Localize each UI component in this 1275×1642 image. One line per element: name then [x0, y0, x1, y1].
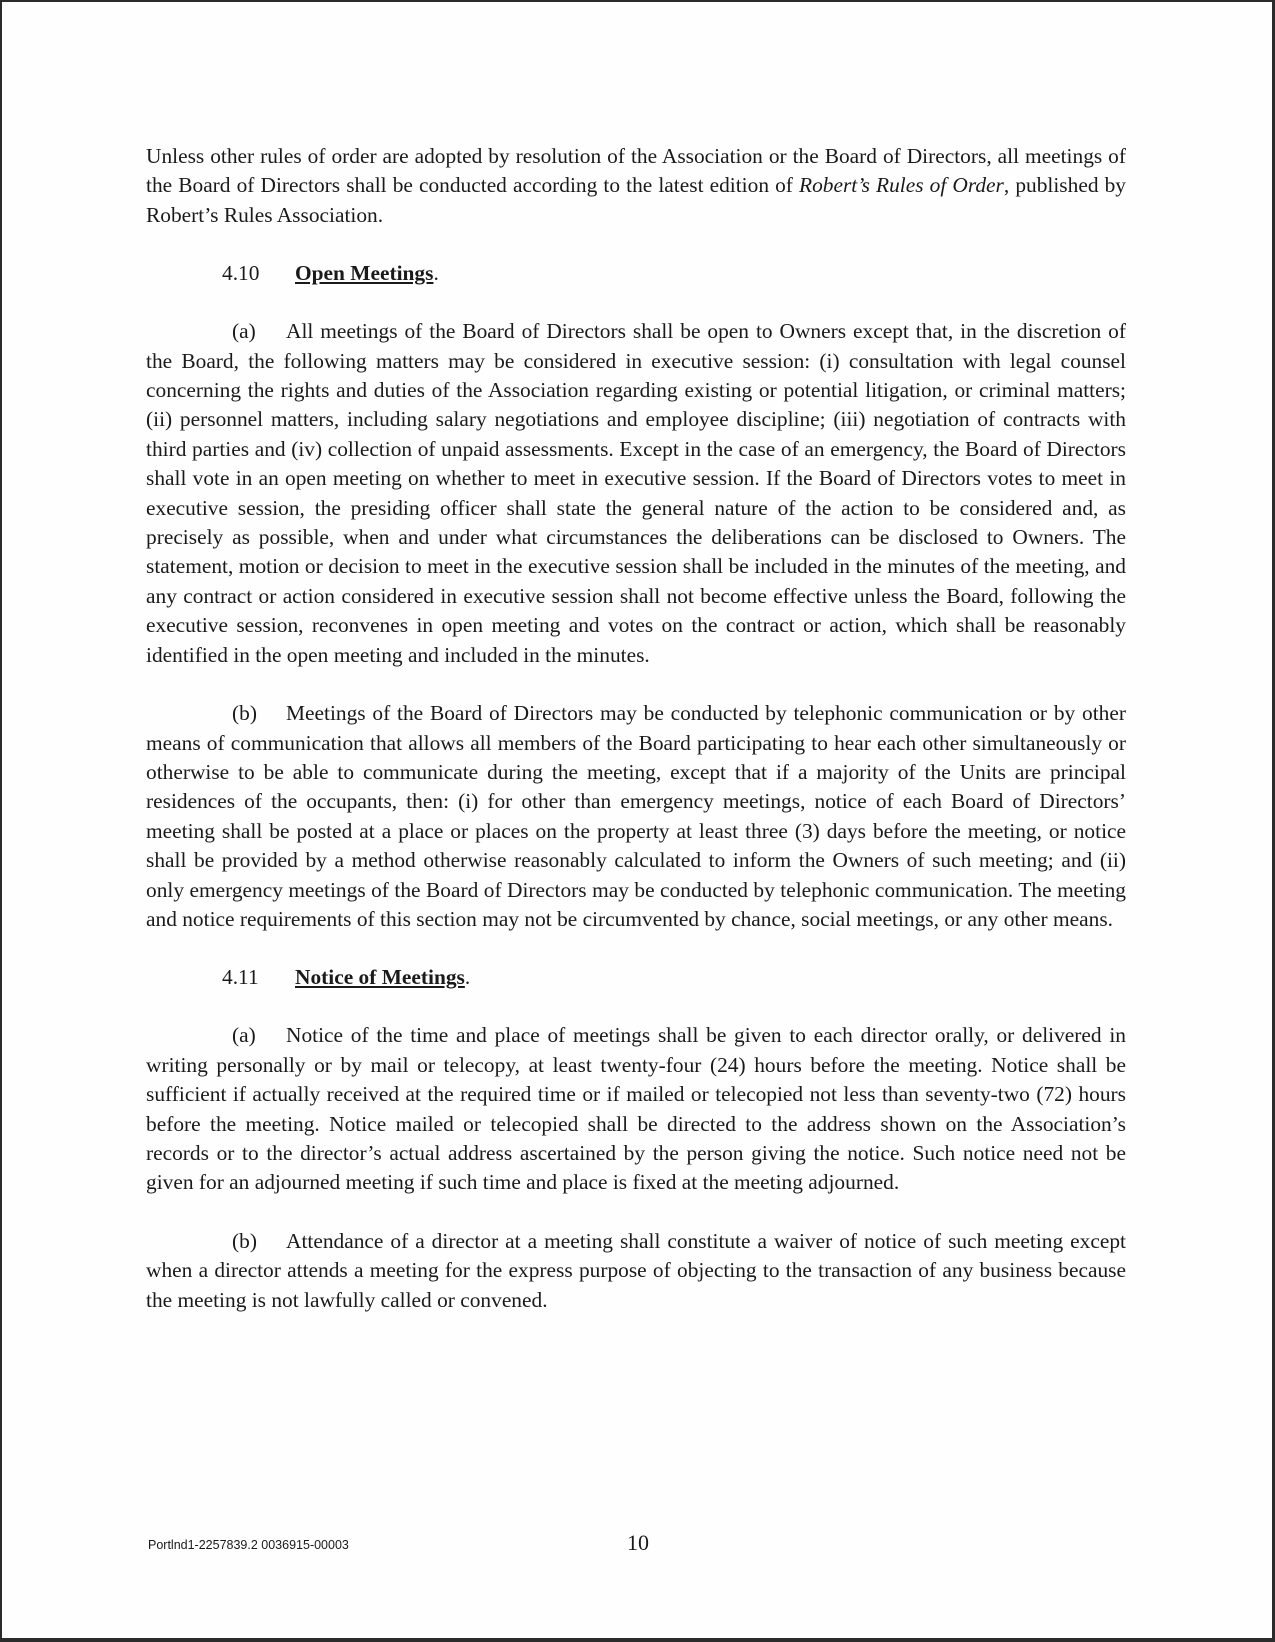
page-number: 10 [627, 1530, 649, 1555]
section-4-11-b-paragraph [146, 1227, 1126, 1315]
section-4-11-title: Notice of Meetings [295, 965, 465, 990]
section-4-11-number: 4.11 [222, 965, 259, 990]
intro-text-italic: Robert’s Rules of Order [799, 173, 1004, 198]
scan-edge-left [0, 0, 2, 1642]
section-4-11-heading [146, 963, 1126, 992]
section-4-11-period: . [464, 965, 471, 990]
section-4-10-a-text: All meetings of the Board of Directors shall be open to Owners except that, in the discretion of the Board, the following matters may be considered in executive session: (i) consultation with legal counsel concerning the rights and duties of the Association regarding existing or potential litigation, or criminal matters; (ii) personnel matters, including salary negotiations and employee discipline; (iii) negotiation of contracts with third parties and (iv) collection of unpaid assessments. Except in the case of an emergency, the Board of Directors shall vote in an open meeting on whether to meet in executive session. If the Board of Directors votes to meet in executive session, the presiding officer shall state the general nature of the action to be considered and, as precisely as possible, when and under what circumstances the deliberations can be disclosed to Owners. The statement, motion or decision to meet in the executive session shall be included in the minutes of the meeting, and any contract or action considered in executive session shall not become effective unless the Board, following the executive session, reconvenes in open meeting and votes on the contract or action, which shall be reasonably identified in the open meeting and included in the minutes. [146, 319, 1126, 667]
section-4-10-number: 4.10 [222, 261, 260, 286]
section-4-10-b-paragraph [146, 699, 1126, 934]
section-4-10-period: . [433, 261, 439, 286]
footer-document-id: Portlnd1-2257839.2 0036915-00003 [148, 1538, 349, 1552]
scan-edge-bottom [0, 1638, 1275, 1642]
section-4-10-a-paragraph [146, 317, 1126, 670]
section-4-11-b-text: Attendance of a director at a meeting shall constitute a waiver of notice of such meeting except when a director attends a meeting for the express purpose of objecting to the transaction of any business because the meeting is not lawfully called or convened. [146, 1228, 1126, 1312]
scan-edge-top [0, 0, 1275, 2]
intro-text-pre: Unless other rules of order are adopted by resolution of the Association or the Board of Directors, all meetings of the Board of Directors shall be conducted according to the latest edition of [146, 144, 1126, 198]
section-4-10-title: Open Meetings [295, 261, 434, 286]
section-4-11-a-text: Notice of the time and place of meetings shall be given to each director orally, or delivered in writing personally or by mail or telecopy, at least twenty-four (24) hours before the meeting. Notice shall be sufficient if actually received at the required time or if mailed or telecopied not less than seventy-two (72) hours before the meeting. Notice mailed or telecopied shall be directed to the address shown on the Association’s records or to the director’s actual address ascertained by the person giving the notice. Such notice need not be given for an adjourned meeting if such time and place is fixed at the meeting adjourned. [146, 1023, 1126, 1195]
intro-text-post: , published by Robert’s Rules Association. [146, 173, 1127, 227]
section-4-10-b-text: Meetings of the Board of Directors may be conducted by telephonic communication or by other means of communication that allows all members of the Board participating to hear each other simultaneously or otherwise to be able to communicate during the meeting, except that if a majority of the Units are principal residences of the occupants, then: (i) for other than emergency meetings, notice of each Board of Directors’ meeting shall be posted at a place or places on the property at least three (3) days before the meeting, or notice shall be provided by a method otherwise reasonably calculated to inform the Owners of such meeting; and (ii) only emergency meetings of the Board of Directors may be conducted by telephonic communication. The meeting and notice requirements of this section may not be circumvented by chance, social meetings, or any other means. [146, 701, 1126, 931]
section-4-11-a-paragraph [146, 1021, 1126, 1197]
section-4-11-a-label: (a) [232, 1023, 256, 1048]
section-4-10-a-label: (a) [232, 319, 256, 344]
section-4-10-b-label: (b) [232, 701, 257, 726]
section-4-10-heading [146, 259, 1126, 288]
document-body [146, 142, 1126, 1315]
section-4-11-b-label: (b) [232, 1228, 257, 1253]
intro-paragraph [146, 142, 1126, 230]
